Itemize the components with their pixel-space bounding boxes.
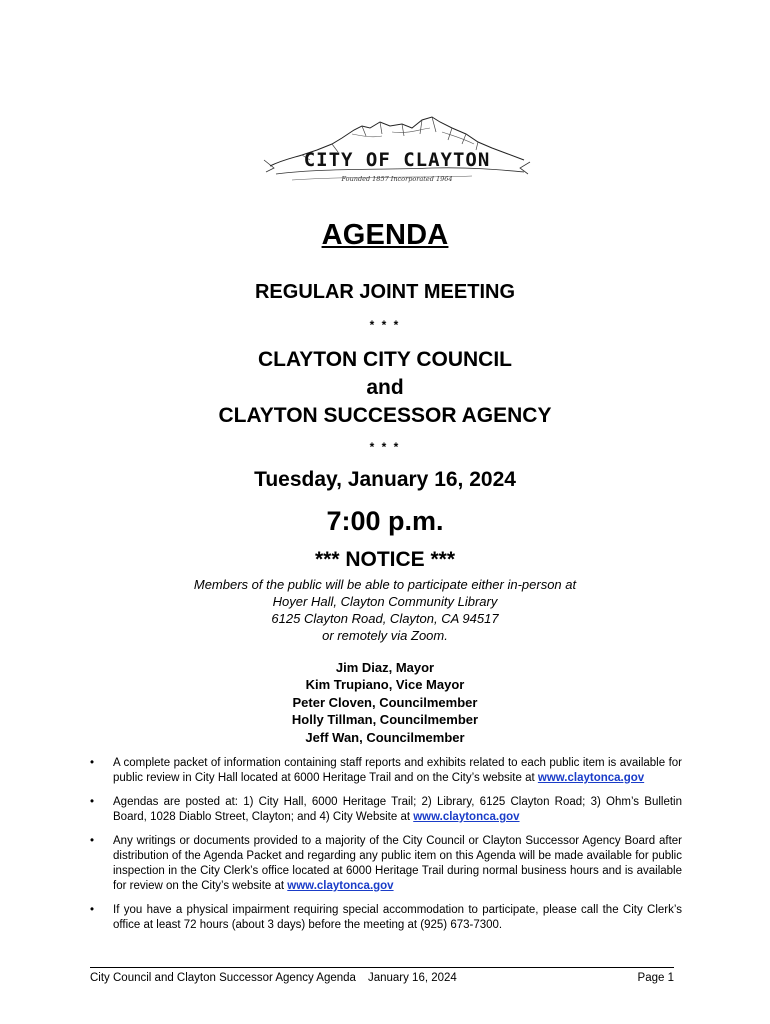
- council-members: [0, 659, 770, 746]
- member-line: Holly Tillman, Councilmember: [291, 712, 479, 728]
- bullet-item: [90, 756, 682, 786]
- logo-tagline: Founded 1857 Incorporated 1964: [341, 175, 453, 183]
- member-line: Peter Cloven, Councilmember: [292, 694, 478, 710]
- bullet-dot: •: [90, 757, 95, 769]
- notice-line: Members of the public will be able to participate either in-person at: [193, 577, 577, 592]
- notice-line: 6125 Clayton Road, Clayton, CA 94517: [271, 611, 499, 626]
- city-logo: [262, 108, 532, 190]
- body-line: CLAYTON SUCCESSOR AGENCY: [218, 404, 552, 427]
- notice-line: or remotely via Zoom.: [322, 628, 448, 643]
- member-line: Kim Trupiano, Vice Mayor: [305, 677, 465, 693]
- info-bullets: [90, 756, 682, 942]
- bullet-dot: •: [90, 796, 95, 809]
- page-title: AGENDA: [321, 219, 449, 251]
- bullet-text: Agendas are posted at: 1) City Hall, 6000 Heritage Trail; 2) Library, 6125 Clayton Road; 3) Ohm’s Bulletin Board, 1028 Diablo Street, Clayton; and 4) City Website at: [113, 796, 682, 823]
- website-link[interactable]: www.claytonca.gov: [413, 810, 520, 823]
- bullet-item: [90, 903, 682, 933]
- notice-line: Hoyer Hall, Clayton Community Library: [272, 594, 498, 609]
- meeting-date: Tuesday, January 16, 2024: [254, 468, 516, 491]
- page-number: Page 1: [637, 972, 674, 984]
- mountain-logo-icon: [262, 108, 532, 190]
- body-line: CLAYTON CITY COUNCIL: [258, 348, 512, 371]
- logo-title: CITY OF CLAYTON: [303, 149, 491, 171]
- bullet-item: [90, 795, 682, 825]
- footer-divider: [90, 967, 674, 968]
- meeting-type: REGULAR JOINT MEETING: [254, 281, 515, 303]
- bullet-item: [90, 834, 682, 893]
- website-link[interactable]: www.claytonca.gov: [537, 771, 645, 784]
- separator: * * *: [369, 318, 401, 332]
- footer-doc-name: City Council and Clayton Successor Agency Agenda: [90, 972, 356, 984]
- meeting-time: 7:00 p.m.: [326, 506, 444, 536]
- body-line: and: [366, 376, 404, 399]
- website-link[interactable]: www.claytonca.gov: [287, 879, 394, 892]
- footer-title: [90, 972, 457, 984]
- bullet-text: Any writings or documents provided to a majority of the City Council or Clayton Successor Agency Board after distribution of the Agenda Packet and regarding any public item on this Agenda will be made available for public inspection in the City Clerk’s office located at 6000 Heritage Trail during normal business hours and is available for review on the City’s website at: [113, 835, 682, 892]
- notice-heading: *** NOTICE ***: [314, 548, 456, 571]
- separator: * * *: [369, 440, 401, 454]
- meeting-bodies: [0, 346, 770, 430]
- bullet-text: If you have a physical impairment requiring special accommodation to participate, please call the City Clerk’s office at least 72 hours (about 3 days) before the meeting at (925) 673-7300.: [113, 903, 682, 931]
- member-line: Jeff Wan, Councilmember: [305, 729, 465, 745]
- bullet-text: A complete packet of information containing staff reports and exhibits related to each public item is available for public review in City Hall located at 6000 Heritage Trail and on the City’s website at: [113, 757, 682, 784]
- notice-text: [0, 576, 770, 644]
- footer-date: January 16, 2024: [367, 972, 457, 984]
- bullet-dot: •: [90, 903, 95, 916]
- member-line: Jim Diaz, Mayor: [335, 660, 435, 675]
- bullet-dot: •: [90, 835, 95, 848]
